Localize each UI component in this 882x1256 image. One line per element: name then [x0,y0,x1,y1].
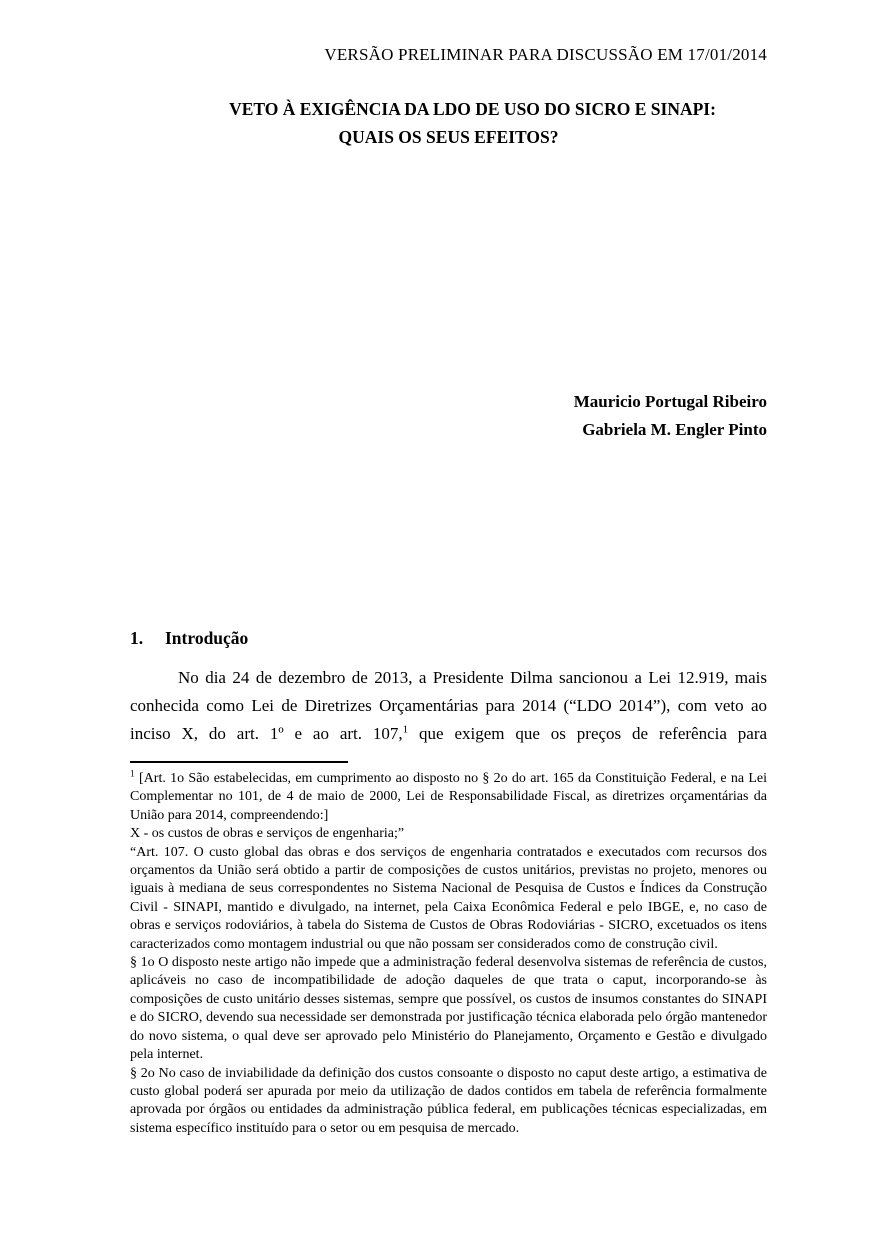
section-heading [130,628,767,649]
author-name: Mauricio Portugal Ribeiro [573,392,767,411]
version-header: VERSÃO PRELIMINAR PARA DISCUSSÃO EM 17/01/2014 [324,45,767,64]
footnote-text: [Art. 1o São estabelecidas, em cumprimento ao disposto no § 2o do art. 165 da Constituição Federal, e na Lei Complementar no 101, de 4 de maio de 2000, Lei de Responsabilidade Fiscal, as diretrizes orçamentárias da União para 2014, compreendendo:] [130,771,767,823]
intro-paragraph-text: No dia 24 de dezembro de 2013, a Presidente Dilma sancionou a Lei 12.919, mais conhecida como Lei de Diretrizes Orçamentárias para 2014 (“LDO 2014”), com veto ao inciso X, do art. 1º e ao art. 107, [130,668,767,743]
footnote-paragraph: “Art. 107. O custo global das obras e dos serviços de engenharia contratados e executados com recursos dos orçamentos da União será obtido a partir de composições de custos unitários, previstas no projeto, menores ou iguais à mediana de seus correspondentes no Sistema Nacional de Pesquisa de Custos e Índices da Construção Civil - SINAPI, mantido e divulgado, na internet, pela Caixa Econômica Federal e pelo IBGE, e, no caso de obras e serviços rodoviários, à tabela do Sistema de Custos de Obras Rodoviárias - SICRO, excetuados os itens caracterizados como montagem industrial ou que não possam ser considerados como de construção civil. [130,844,767,952]
footnote-separator [130,761,348,763]
footnote-paragraph: § 1o O disposto neste artigo não impede que a administração federal desenvolva sistemas de referência de custos, aplicáveis no caso de incompatibilidade de adoção daqueles de que trata o caput, incorporando-se às composições de custo unitário desses sistemas, sempre que possível, os custos de insumos constantes do SINAPI e do SICRO, devendo sua necessidade ser demonstrada por justificação técnica elaborada pelo órgão mantenedor do novo sistema, o qual deve ser aprovado pelo Ministério do Planejamento, Orçamento e Gestão e divulgado pela internet. [130,955,767,1063]
intro-paragraph-text-continued: que exigem que os preços de referência para [419,724,768,743]
footnote-reference: 1 [402,723,409,736]
footnote-block [130,770,767,1138]
document-title [130,96,767,151]
footnote-paragraph [130,770,767,825]
document-title-line1: VETO À EXIGÊNCIA DA LDO DE USO DO SICRO E SINAPI: [229,99,716,119]
footnote-paragraph: § 2o No caso de inviabilidade da definição dos custos consoante o disposto no caput deste artigo, a estimativa de custo global poderá ser apurada por meio da utilização de dados contidos em tabela de referência formalmente aprovada por órgãos ou entidades da administração pública federal, em publicações técnicas especializadas, em sistema específico instituído para o setor ou em pesquisa de mercado. [130,1065,767,1136]
section-number: 1. [130,628,144,648]
footnote-marker: 1 [130,769,135,780]
footnote-paragraph: X - os custos de obras e serviços de engenharia;” [130,826,405,842]
section-title: Introdução [165,628,249,648]
intro-paragraph [130,664,767,748]
author-name: Gabriela M. Engler Pinto [582,419,767,439]
document-title-line2: QUAIS OS SEUS EFEITOS? [338,126,559,147]
authors-block [130,388,767,443]
